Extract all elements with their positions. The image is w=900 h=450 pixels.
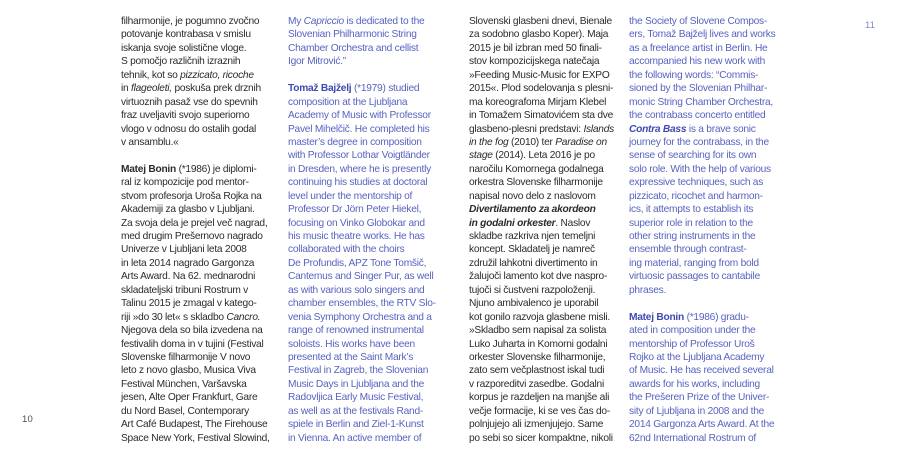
- text-run: »Skladbo sem napisal za solista: [469, 325, 607, 337]
- text-run: accompanied his new work with: [629, 56, 766, 68]
- text-line: [288, 243, 440, 256]
- text-run: is a brave sonic: [686, 123, 756, 135]
- text-run: (2010) ter: [508, 136, 556, 148]
- text-line: [288, 351, 440, 364]
- text-run: in godalni orkester: [469, 217, 556, 229]
- text-run: ral iz kompozicije pod mentor-: [121, 177, 249, 189]
- text-line: [469, 42, 621, 55]
- text-line: [469, 149, 621, 162]
- text-run: the contrabass concerto entitled: [629, 110, 766, 122]
- text-run: večje formacije, ki se ves čas do-: [469, 405, 610, 417]
- text-line: [469, 432, 621, 445]
- text-run: jesen, Alte Oper Frankfurt, Gare: [121, 392, 258, 404]
- text-line: [121, 42, 273, 55]
- text-run: Slovenske filharmonije V novo: [121, 351, 251, 363]
- text-line: [629, 297, 781, 310]
- text-line: [629, 378, 781, 391]
- text-run: koncept. Skladatelj je namreč: [469, 244, 595, 256]
- text-line: [469, 351, 621, 364]
- text-line: [288, 257, 440, 270]
- page-number-left: 10: [22, 414, 33, 425]
- text-run: virtuosic passages to cantabile: [629, 271, 760, 283]
- text-line: [469, 378, 621, 391]
- text-line: [629, 96, 781, 109]
- text-line: [288, 432, 440, 445]
- text-run: Rojko at the Ljubljana Academy: [629, 351, 765, 363]
- text-line: [629, 405, 781, 418]
- text-run: S pomočjo različnih izraznih: [121, 56, 241, 68]
- text-line: [629, 42, 781, 55]
- text-run: ers, Tomaž Bajželj lives and works: [629, 29, 776, 41]
- text-line: [288, 338, 440, 351]
- text-run: Tomaž Bajželj: [288, 83, 352, 95]
- text-line: [469, 203, 621, 216]
- text-run: of Music. He has received several: [629, 365, 774, 377]
- text-line: [288, 55, 440, 68]
- text-line: [469, 55, 621, 68]
- text-line: [121, 418, 273, 431]
- text-line: [469, 109, 621, 122]
- text-line: [469, 338, 621, 351]
- text-line: [469, 28, 621, 41]
- text-run: Festival München, Varšavska: [121, 378, 247, 390]
- text-run: Univerze v Ljubljani leta 2008: [121, 244, 247, 256]
- text-line: [288, 69, 440, 82]
- text-line: [121, 351, 273, 364]
- text-run: potovanje kontrabasa v smislu: [121, 29, 251, 41]
- text-run: Art Café Budapest, The Firehouse: [121, 419, 268, 431]
- text-run: 2015 je bil izbran med 50 finali-: [469, 42, 602, 54]
- text-run: soloists. His works have been: [288, 338, 415, 350]
- text-line: [121, 190, 273, 203]
- text-run: with Professor Lothar Voigtländer: [288, 150, 430, 162]
- text-run: . Naslov: [555, 217, 591, 229]
- text-run: in Dresden, where he is presently: [288, 163, 431, 175]
- text-line: [288, 418, 440, 431]
- text-line: [288, 82, 440, 95]
- text-run: collaborated with the choirs: [288, 244, 405, 256]
- text-run: My: [288, 16, 304, 27]
- text-run: 2014 Gargonza Arts Award. At the: [629, 419, 775, 431]
- text-run: focusing on Vinko Globokar and: [288, 217, 425, 229]
- text-run: venia Symphony Orchestra and a: [288, 311, 432, 323]
- text-run: ma koreografoma Mirjam Klebel: [469, 96, 607, 108]
- text-run: stage: [469, 150, 493, 162]
- text-run: Cantemus and Singer Pur, as well: [288, 271, 434, 283]
- text-run: stov kompozicijskega natečaja: [469, 56, 600, 68]
- text-run: composition at the Ljubljana: [288, 96, 408, 108]
- text-line: [629, 338, 781, 351]
- text-run: združil lahkotni divertimento in: [469, 257, 598, 269]
- text-run: in Tomažem Simatovićem sta dve: [469, 110, 614, 122]
- text-run: (2014). Leta 2016 je po: [492, 150, 595, 162]
- text-run: ing material, ranging from bold: [629, 257, 759, 269]
- text-line: [629, 55, 781, 68]
- text-line: [469, 257, 621, 270]
- text-line: [288, 176, 440, 189]
- text-run: ensemble through contrast-: [629, 244, 747, 256]
- text-line: [288, 28, 440, 41]
- text-line: [288, 284, 440, 297]
- text-line: [629, 149, 781, 162]
- text-line: [121, 405, 273, 418]
- text-line: [121, 123, 273, 136]
- text-line: [288, 15, 440, 28]
- text-run: Njegova dela so bila izvedena na: [121, 325, 263, 337]
- text-line: [629, 163, 781, 176]
- text-run: du Nord Basel, Contemporary: [121, 405, 250, 417]
- text-run: range of renowned instrumental: [288, 325, 424, 337]
- text-run: is dedicated to the: [343, 16, 425, 27]
- text-run: poskuša prek drznih: [171, 83, 261, 95]
- text-line: [121, 338, 273, 351]
- text-run: Radovljica Early Music Festival,: [288, 392, 424, 404]
- text-run: the Prešeren Prize of the Univer-: [629, 392, 770, 404]
- text-run: iskanja svoje solistične vloge.: [121, 42, 247, 54]
- text-line: [469, 217, 621, 230]
- text-line: [469, 15, 621, 28]
- text-line: [469, 311, 621, 324]
- text-line: [288, 203, 440, 216]
- text-run: solo role. With the help of various: [629, 163, 771, 175]
- text-line: [629, 391, 781, 404]
- text-run: v ansamblu.«: [121, 136, 179, 148]
- column-4: [629, 15, 781, 445]
- text-line: [121, 55, 273, 68]
- text-run: Luko Juharta in Komorni godalni: [469, 338, 608, 350]
- text-run: master’s degree in composition: [288, 136, 422, 148]
- text-line: [629, 351, 781, 364]
- text-line: [288, 297, 440, 310]
- text-line: [629, 311, 781, 324]
- text-run: filharmonije, je pogumno zvočno: [121, 16, 260, 27]
- text-line: [121, 324, 273, 337]
- text-run: žalujoči lamento kot dve naspro-: [469, 271, 608, 283]
- text-run: Music Days in Ljubljana and the: [288, 378, 425, 390]
- text-line: [288, 96, 440, 109]
- text-run: (*1986) gradu-: [683, 311, 749, 323]
- text-run: 62nd International Rostrum of: [629, 432, 756, 444]
- text-line: [121, 257, 273, 270]
- text-run: stvom profesorja Uroša Rojka na: [121, 190, 262, 202]
- text-run: other string instruments in the: [629, 231, 756, 242]
- text-line: [469, 405, 621, 418]
- text-run: za sodobno glasbo Koper). Maja: [469, 29, 609, 41]
- text-run: continuing his studies at doctoral: [288, 177, 428, 189]
- text-run: Akademiji za glasbo v Ljubljani.: [121, 204, 255, 216]
- text-line: [469, 297, 621, 310]
- text-line: [121, 284, 273, 297]
- text-run: De Profundis, APZ Tone Tomšič,: [288, 257, 427, 269]
- text-line: [629, 176, 781, 189]
- text-line: [469, 230, 621, 243]
- text-line: [121, 217, 273, 230]
- text-run: in: [121, 83, 132, 95]
- text-line: [469, 270, 621, 283]
- text-run: his music theatre works. He has: [288, 231, 425, 242]
- text-line: [121, 364, 273, 377]
- column-3: [469, 15, 621, 445]
- text-run: sity of Ljubljana in 2008 and the: [629, 405, 765, 417]
- text-line: [629, 418, 781, 431]
- text-line: [629, 82, 781, 95]
- text-line: [629, 243, 781, 256]
- text-run: Njuno ambivalenco je uporabil: [469, 298, 599, 310]
- text-run: naročilu Komornega godalnega: [469, 163, 604, 175]
- text-run: sioned by the Slovenian Philhar-: [629, 83, 768, 95]
- text-run: tujoči si čustveni razpoloženji.: [469, 284, 596, 296]
- text-line: [469, 284, 621, 297]
- text-run: phrases.: [629, 284, 667, 296]
- column-2: [288, 15, 440, 445]
- text-run: mentorship of Professor Uroš: [629, 338, 755, 350]
- text-run: level under the mentorship of: [288, 190, 413, 202]
- text-run: polnjujejo ali izmenjujejo. Same: [469, 419, 604, 431]
- text-run: as a freelance artist in Berlin. He: [629, 42, 768, 54]
- text-run: Academy of Music with Professor: [288, 110, 431, 122]
- text-line: [121, 243, 273, 256]
- text-run: monic String Chamber Orchestra,: [629, 96, 773, 108]
- text-line: [629, 432, 781, 445]
- text-line: [121, 432, 273, 445]
- text-run: awards for his works, including: [629, 378, 760, 390]
- text-line: [469, 163, 621, 176]
- text-run: chamber ensembles, the RTV Slo-: [288, 298, 436, 310]
- text-line: [469, 418, 621, 431]
- text-run: expressive techniques, such as: [629, 177, 764, 189]
- text-run: orkestra Slovenske filharmonije: [469, 177, 603, 189]
- text-run: riji »do 30 let« s skladbo: [121, 311, 227, 323]
- text-line: [121, 391, 273, 404]
- text-run: Matej Bonin: [121, 163, 176, 175]
- text-line: [288, 405, 440, 418]
- text-run: v razporeditvi zasedbe. Godalni: [469, 378, 604, 390]
- text-line: [469, 324, 621, 337]
- text-line: [121, 230, 273, 243]
- text-run: festivalih doma in v tujini (Festival: [121, 338, 264, 350]
- text-line: [629, 203, 781, 216]
- text-line: [469, 136, 621, 149]
- text-line: [469, 190, 621, 203]
- text-line: [288, 190, 440, 203]
- text-run: Islands: [583, 123, 614, 135]
- text-run: ated in composition under the: [629, 325, 756, 337]
- text-run: fraz uveljaviti svojo superiorno: [121, 110, 250, 122]
- text-line: [121, 176, 273, 189]
- text-line: [288, 324, 440, 337]
- text-run: med drugim Prešernovo nagrado: [121, 231, 263, 242]
- text-run: vlogo v odnosu do ostalih godal: [121, 123, 256, 135]
- text-line: [121, 311, 273, 324]
- text-line: [121, 109, 273, 122]
- text-line: [288, 364, 440, 377]
- text-run: flageoleti,: [131, 83, 172, 95]
- text-run: glasbeno-plesni predstavi:: [469, 123, 584, 135]
- text-line: [121, 82, 273, 95]
- text-run: presented at the Saint Mark’s: [288, 351, 414, 363]
- text-run: Contra Bass: [629, 123, 687, 135]
- text-line: [121, 270, 273, 283]
- text-line: [288, 42, 440, 55]
- text-run: ics, it attempts to establish its: [629, 204, 754, 216]
- text-line: [288, 270, 440, 283]
- text-line: [288, 217, 440, 230]
- text-run: tehnik, kot so: [121, 69, 181, 81]
- text-line: [629, 28, 781, 41]
- text-line: [121, 203, 273, 216]
- text-run: Paradise on: [555, 136, 607, 148]
- text-line: [469, 69, 621, 82]
- text-run: pizzicato, ricochet and harmon-: [629, 190, 763, 202]
- text-run: korpus je razdeljen na manjše ali: [469, 392, 610, 404]
- text-run: as with various solo singers and: [288, 284, 425, 296]
- text-run: journey for the contrabass, in the: [629, 136, 769, 148]
- text-run: Igor Mitrović.”: [288, 56, 346, 68]
- text-run: in Vienna. An active member of: [288, 432, 422, 444]
- text-line: [121, 69, 273, 82]
- text-run: »Feeding Music-Music for EXPO: [469, 69, 610, 81]
- text-run: skladbe razkriva njen temeljni: [469, 231, 596, 242]
- text-run: virtuoznih pasaž vse do spevnih: [121, 96, 258, 108]
- text-run: orkester Slovenske filharmonije,: [469, 351, 606, 363]
- text-line: [121, 136, 273, 149]
- text-line: [629, 123, 781, 136]
- text-line: [629, 136, 781, 149]
- text-run: napisal novo delo z naslovom: [469, 190, 596, 202]
- text-run: Slovenian Philharmonic String: [288, 29, 417, 41]
- text-line: [629, 217, 781, 230]
- text-line: [121, 28, 273, 41]
- text-run: Pavel Mihelčič. He completed his: [288, 123, 430, 135]
- text-line: [469, 391, 621, 404]
- text-line: [629, 15, 781, 28]
- text-run: po sebi so sicer kompaktne, nikoli: [469, 432, 613, 444]
- text-line: [288, 230, 440, 243]
- text-line: [629, 364, 781, 377]
- text-line: [288, 391, 440, 404]
- text-run: Cancro.: [226, 311, 261, 323]
- text-run: (*1979) studied: [351, 83, 420, 95]
- text-run: in leta 2014 nagrado Gargonza: [121, 257, 255, 269]
- text-run: Divertilamento za akordeon: [469, 204, 596, 216]
- text-run: the following words: “Commis-: [629, 69, 759, 81]
- text-line: [288, 136, 440, 149]
- text-line: [469, 82, 621, 95]
- text-run: Talinu 2015 je zmagal v katego-: [121, 298, 257, 310]
- text-run: 2015«. Plod sodelovanja s plesni-: [469, 83, 614, 95]
- text-line: [469, 123, 621, 136]
- text-line: [121, 96, 273, 109]
- text-line: [288, 311, 440, 324]
- text-run: as well as at the festivals Rand-: [288, 405, 424, 417]
- text-line: [121, 297, 273, 310]
- text-run: leto z novo glasbo, Musica Viva: [121, 365, 256, 377]
- text-line: [288, 109, 440, 122]
- text-run: Za svoja dela je prejel več nagrad,: [121, 217, 268, 229]
- text-run: Space New York, Festival Slowind,: [121, 432, 270, 444]
- text-line: [629, 257, 781, 270]
- text-line: [469, 96, 621, 109]
- text-run: (*1986) je diplomi-: [175, 163, 257, 175]
- column-1: [121, 15, 273, 445]
- text-line: [288, 163, 440, 176]
- text-run: Capriccio: [303, 16, 344, 27]
- text-run: Chamber Orchestra and cellist: [288, 42, 419, 54]
- text-line: [629, 324, 781, 337]
- text-run: Slovenski glasbeni dnevi, Bienale: [469, 16, 612, 27]
- text-line: [121, 163, 273, 176]
- text-line: [121, 149, 273, 162]
- text-run: Professor Dr Jörn Peter Hiekel,: [288, 204, 422, 216]
- text-line: [629, 190, 781, 203]
- text-line: [288, 378, 440, 391]
- text-line: [121, 15, 273, 28]
- text-line: [629, 230, 781, 243]
- text-line: [469, 364, 621, 377]
- text-run: superior role in relation to the: [629, 217, 753, 229]
- text-run: Festival in Zagreb, the Slovenian: [288, 365, 429, 377]
- text-run: kot gonilo razvoja glasbene misli.: [469, 311, 610, 323]
- text-run: spiele in Berlin and Ziel-1-Kunst: [288, 419, 424, 431]
- text-line: [121, 378, 273, 391]
- text-run: skladateljski tribuni Rostrum v: [121, 284, 248, 296]
- page-number-right: 11: [865, 20, 876, 31]
- text-line: [629, 270, 781, 283]
- text-run: the Society of Slovene Compos-: [629, 16, 768, 27]
- text-line: [629, 109, 781, 122]
- text-run: Arts Award. Na 62. mednarodni: [121, 271, 256, 283]
- text-line: [629, 284, 781, 297]
- text-line: [629, 69, 781, 82]
- text-line: [288, 149, 440, 162]
- text-line: [288, 123, 440, 136]
- text-run: sense of searching for its own: [629, 150, 757, 162]
- text-line: [469, 176, 621, 189]
- text-run: zato sem večplastnost iskal tudi: [469, 365, 605, 377]
- text-run: pizzicato, ricoche: [180, 69, 254, 81]
- text-run: in the fog: [469, 136, 509, 148]
- text-line: [469, 243, 621, 256]
- text-run: Matej Bonin: [629, 311, 684, 323]
